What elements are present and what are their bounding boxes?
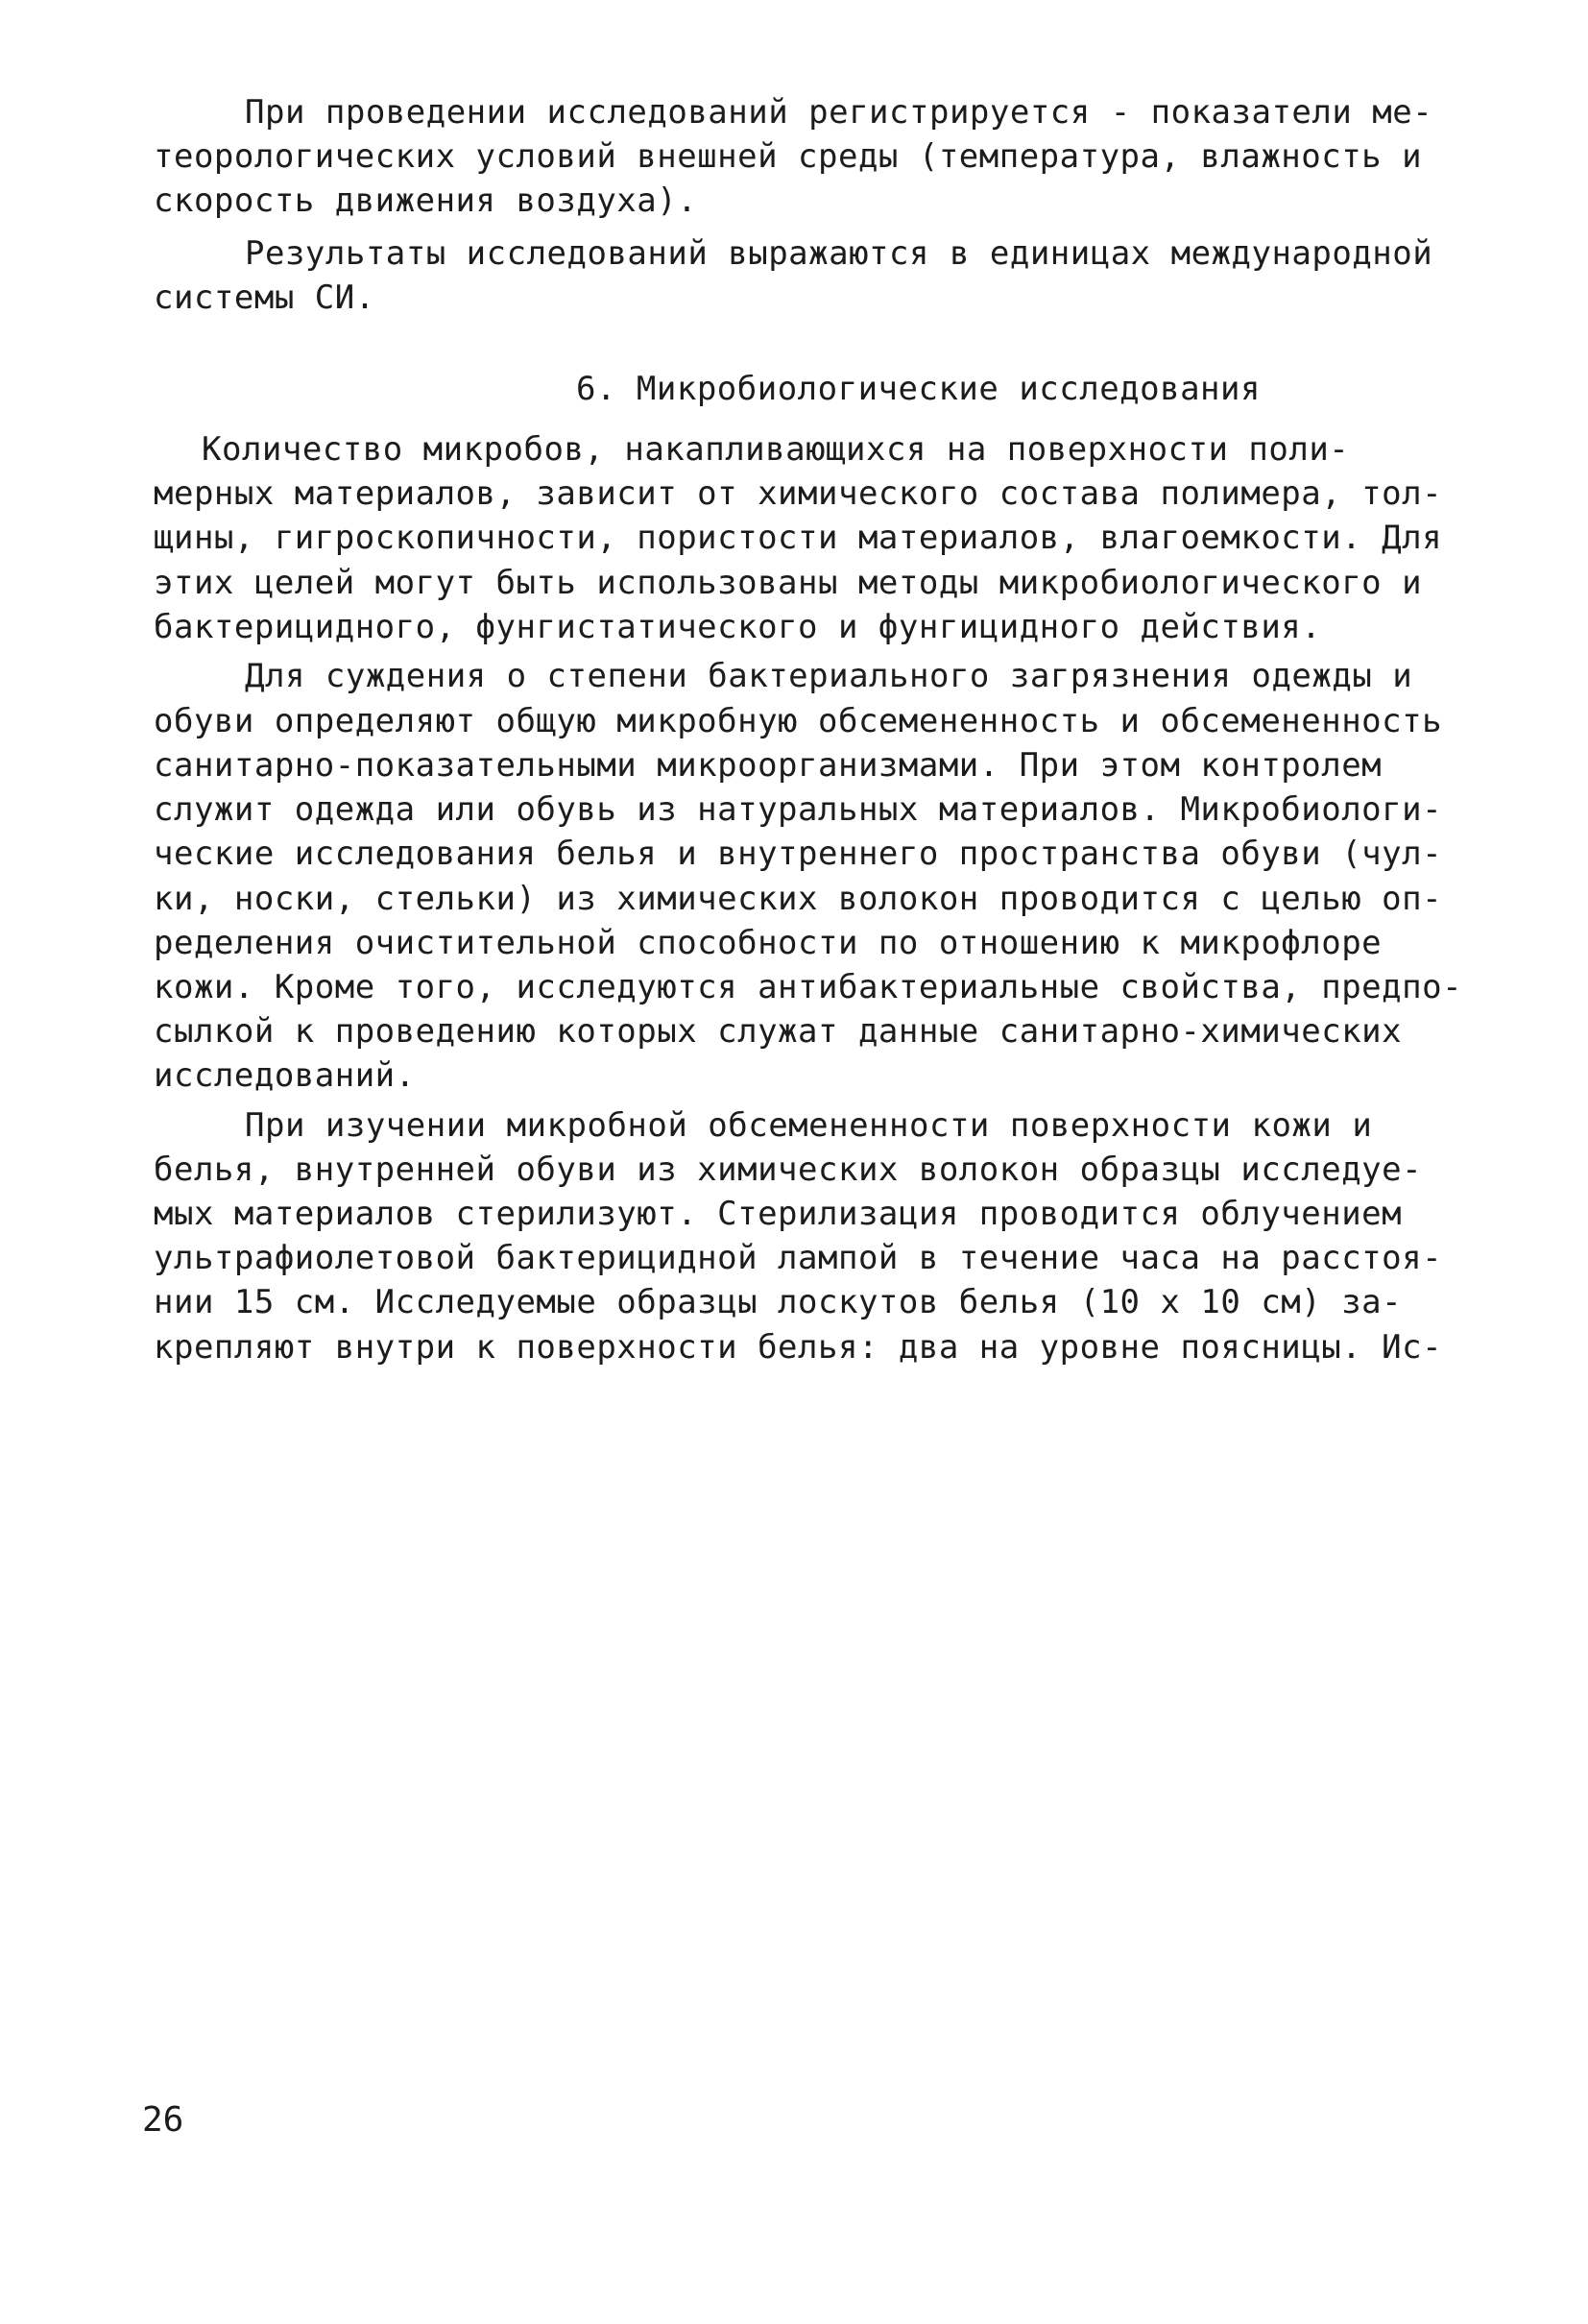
paragraph-4-line-3: санитарно-показательными микроорганизмами. При этом контролем bbox=[154, 746, 1383, 785]
section-heading: 6. Микробиологические исследования bbox=[576, 370, 1261, 408]
paragraph-3-line-5: бактерицидного, фунгистатического и фунгицидного действия. bbox=[154, 608, 1322, 646]
paragraph-1-line-2: теорологических условий внешней среды (температура, влажность и bbox=[154, 137, 1423, 176]
paragraph-5-line-4: ультрафиолетовой бактерицидной лампой в течение часа на расстоя- bbox=[154, 1239, 1443, 1277]
paragraph-2-line-1: Результаты исследований выражаются в единицах международной bbox=[245, 234, 1433, 273]
paragraph-5-line-5: нии 15 см. Исследуемые образцы лоскутов белья (10 х 10 см) за- bbox=[154, 1283, 1403, 1321]
paragraph-4-line-8: кожи. Кроме того, исследуются антибактериальные свойства, предпо- bbox=[154, 968, 1463, 1006]
paragraph-4-line-9: сылкой к проведению которых служат данные санитарно-химических bbox=[154, 1012, 1403, 1051]
paragraph-4-line-7: ределения очистительной способности по отношению к микрофлоре bbox=[154, 924, 1383, 962]
paragraph-5-line-2: белья, внутренней обуви из химических волокон образцы исследуе- bbox=[154, 1150, 1423, 1189]
paragraph-5-line-3: мых материалов стерилизуют. Стерилизация проводится облучением bbox=[154, 1195, 1403, 1233]
paragraph-4-line-1: Для суждения о степени бактериального загрязнения одежды и bbox=[245, 657, 1413, 695]
paragraph-4-line-4: служит одежда или обувь из натуральных материалов. Микробиологи- bbox=[154, 790, 1443, 829]
paragraph-5-line-6: крепляют внутри к поверхности белья: два на уровне поясницы. Ис- bbox=[154, 1328, 1443, 1367]
paragraph-2-line-2: системы СИ. bbox=[154, 278, 375, 317]
paragraph-4-line-6: ки, носки, стельки) из химических волокон проводится с целью оп- bbox=[154, 880, 1443, 918]
paragraph-5-line-1: При изучении микробной обсемененности поверхности кожи и bbox=[245, 1106, 1373, 1145]
page-number: 26 bbox=[142, 2100, 184, 2140]
paragraph-1-line-1: При проведении исследований регистрируется - показатели ме- bbox=[245, 93, 1433, 132]
paragraph-3-line-3: щины, гигроскопичности, пористости материалов, влагоемкости. Для bbox=[154, 519, 1443, 557]
paragraph-3-line-2: мерных материалов, зависит от химического состава полимера, тол- bbox=[154, 474, 1443, 513]
paragraph-4-line-5: ческие исследования белья и внутреннего пространства обуви (чул- bbox=[154, 835, 1443, 873]
paragraph-4-line-2: обуви определяют общую микробную обсемененность и обсемененность bbox=[154, 702, 1443, 740]
paragraph-3-line-1: Количество микробов, накапливающихся на поверхности поли- bbox=[202, 430, 1350, 469]
paragraph-4-line-10: исследований. bbox=[154, 1056, 416, 1095]
paragraph-1-line-3: скорость движения воздуха). bbox=[154, 182, 698, 220]
paragraph-3-line-4: этих целей могут быть использованы методы микробиологического и bbox=[154, 564, 1423, 602]
